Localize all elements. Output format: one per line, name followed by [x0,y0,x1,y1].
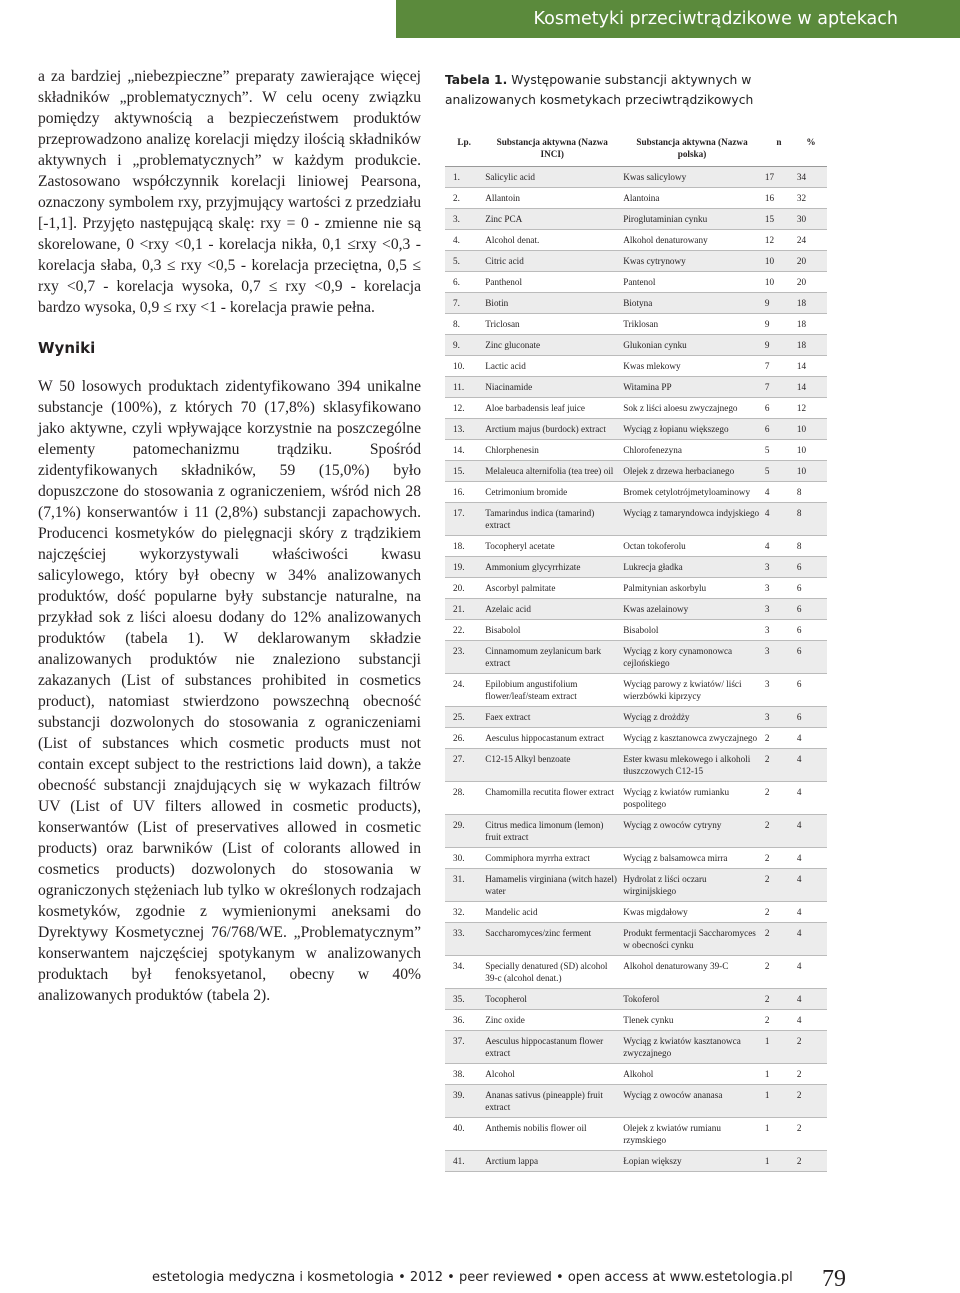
cell-polish-name: Palmitynian askorbylu [621,578,763,599]
cell-lp: 5. [445,251,483,272]
cell-polish-name: Kwas salicylowy [621,167,763,188]
section-header [396,0,960,38]
cell-n: 4 [763,503,795,536]
cell-inci-name: Biotin [483,293,621,314]
cell-n: 12 [763,230,795,251]
cell-polish-name: Alantoina [621,188,763,209]
cell-inci-name: Chlorphenesin [483,440,621,461]
cell-n: 2 [763,815,795,848]
cell-lp: 2. [445,188,483,209]
cell-polish-name: Kwas migdałowy [621,902,763,923]
cell-n: 9 [763,314,795,335]
cell-lp: 22. [445,620,483,641]
cell-percent: 2 [795,1031,827,1064]
cell-percent: 4 [795,1010,827,1031]
cell-n: 15 [763,209,795,230]
cell-lp: 7. [445,293,483,314]
cell-percent: 6 [795,620,827,641]
cell-inci-name: Aloe barbadensis leaf juice [483,398,621,419]
cell-polish-name: Wyciąg z owoców cytryny [621,815,763,848]
cell-n: 2 [763,956,795,989]
table-row [445,848,827,869]
cell-lp: 14. [445,440,483,461]
cell-percent: 6 [795,674,827,707]
cell-n: 3 [763,641,795,674]
cell-percent: 6 [795,578,827,599]
table-row [445,989,827,1010]
cell-inci-name: Bisabolol [483,620,621,641]
cell-polish-name: Wyciąg z kwiatów rumianku pospolitego [621,782,763,815]
cell-lp: 30. [445,848,483,869]
cell-inci-name: Triclosan [483,314,621,335]
table-row [445,356,827,377]
left-column [38,66,421,1006]
cell-inci-name: Niacinamide [483,377,621,398]
cell-percent: 20 [795,272,827,293]
cell-lp: 20. [445,578,483,599]
table-row [445,599,827,620]
cell-inci-name: Azelaic acid [483,599,621,620]
cell-inci-name: Tocopheryl acetate [483,536,621,557]
cell-percent: 4 [795,869,827,902]
cell-lp: 27. [445,749,483,782]
cell-lp: 32. [445,902,483,923]
cell-polish-name: Wyciąg z tamaryndowca indyjskiego [621,503,763,536]
footer: estetologia medyczna i kosmetologia • 2012 • peer reviewed • open access at www.estetologia.pl [152,1270,793,1285]
cell-n: 2 [763,728,795,749]
cell-lp: 12. [445,398,483,419]
cell-lp: 8. [445,314,483,335]
cell-inci-name: Epilobium angustifolium flower/leaf/steam extract [483,674,621,707]
cell-inci-name: Cinnamomum zeylanicum bark extract [483,641,621,674]
cell-polish-name: Wyciąg parowy z kwiatów/ liści wierzbówki kiprzycy [621,674,763,707]
table-row [445,869,827,902]
col-header-n: n [763,132,795,167]
cell-n: 1 [763,1085,795,1118]
cell-lp: 1. [445,167,483,188]
cell-inci-name: Panthenol [483,272,621,293]
table-row [445,167,827,188]
cell-polish-name: Lukrecja gładka [621,557,763,578]
cell-polish-name: Octan tokoferolu [621,536,763,557]
cell-inci-name: Saccharomyces/zinc ferment [483,923,621,956]
cell-inci-name: Anthemis nobilis flower oil [483,1118,621,1151]
cell-n: 3 [763,620,795,641]
cell-lp: 4. [445,230,483,251]
cell-percent: 10 [795,461,827,482]
cell-polish-name: Wyciąg z owoców ananasa [621,1085,763,1118]
cell-percent: 6 [795,557,827,578]
cell-lp: 37. [445,1031,483,1064]
cell-n: 3 [763,557,795,578]
cell-polish-name: Witamina PP [621,377,763,398]
cell-inci-name: Arctium lappa [483,1151,621,1172]
table-row [445,956,827,989]
table-row [445,1151,827,1172]
cell-percent: 6 [795,707,827,728]
cell-n: 1 [763,1064,795,1085]
cell-lp: 23. [445,641,483,674]
cell-percent: 6 [795,641,827,674]
col-header-polish: Substancja aktywna (Nazwa polska) [621,132,763,167]
cell-lp: 9. [445,335,483,356]
table-row [445,782,827,815]
table-row [445,578,827,599]
table-row [445,674,827,707]
cell-polish-name: Alkohol denaturowany [621,230,763,251]
cell-polish-name: Olejek z kwiatów rumianu rzymskiego [621,1118,763,1151]
table-body [445,167,827,1172]
cell-lp: 36. [445,1010,483,1031]
cell-percent: 2 [795,1118,827,1151]
cell-lp: 11. [445,377,483,398]
cell-inci-name: Aesculus hippocastanum flower extract [483,1031,621,1064]
cell-percent: 4 [795,902,827,923]
table-row [445,923,827,956]
cell-n: 3 [763,674,795,707]
cell-inci-name: Ananas sativus (pineapple) fruit extract [483,1085,621,1118]
cell-n: 16 [763,188,795,209]
cell-lp: 28. [445,782,483,815]
cell-polish-name: Alkohol [621,1064,763,1085]
table-row [445,1085,827,1118]
cell-inci-name: Tamarindus indica (tamarind) extract [483,503,621,536]
cell-n: 1 [763,1031,795,1064]
cell-polish-name: Glukonian cynku [621,335,763,356]
cell-polish-name: Pantenol [621,272,763,293]
table-caption-label: Tabela 1. [445,73,508,87]
table-row [445,728,827,749]
cell-lp: 40. [445,1118,483,1151]
cell-n: 1 [763,1118,795,1151]
col-header-lp: Lp. [445,132,483,167]
table-row [445,314,827,335]
cell-percent: 4 [795,782,827,815]
cell-lp: 17. [445,503,483,536]
table-header-row [445,132,827,167]
cell-n: 6 [763,419,795,440]
page-number: 79 [822,1266,846,1292]
cell-polish-name: Wyciąg z balsamowca mirra [621,848,763,869]
cell-inci-name: Commiphora myrrha extract [483,848,621,869]
cell-percent: 4 [795,728,827,749]
cell-lp: 38. [445,1064,483,1085]
cell-inci-name: Zinc gluconate [483,335,621,356]
cell-n: 6 [763,398,795,419]
cell-inci-name: Citric acid [483,251,621,272]
cell-polish-name: Wyciąg z kasztanowca zwyczajnego [621,728,763,749]
cell-polish-name: Sok z liści aloesu zwyczajnego [621,398,763,419]
cell-inci-name: Alcohol denat. [483,230,621,251]
cell-lp: 29. [445,815,483,848]
cell-inci-name: Salicylic acid [483,167,621,188]
table-row [445,230,827,251]
cell-n: 3 [763,599,795,620]
table-row [445,398,827,419]
cell-percent: 18 [795,335,827,356]
table-row [445,251,827,272]
table-row [445,482,827,503]
table-row [445,440,827,461]
cell-percent: 8 [795,536,827,557]
table-row [445,272,827,293]
cell-lp: 15. [445,461,483,482]
table-row [445,707,827,728]
table-row [445,1010,827,1031]
active-substances-table [445,132,827,1172]
cell-n: 9 [763,335,795,356]
cell-inci-name: Arctium majus (burdock) extract [483,419,621,440]
table-row [445,1031,827,1064]
cell-percent: 4 [795,923,827,956]
cell-percent: 4 [795,749,827,782]
cell-polish-name: Hydrolat z liści oczaru wirginijskiego [621,869,763,902]
cell-inci-name: Zinc PCA [483,209,621,230]
cell-percent: 8 [795,482,827,503]
cell-percent: 14 [795,377,827,398]
cell-polish-name: Tokoferol [621,989,763,1010]
cell-n: 3 [763,578,795,599]
section-title: Kosmetyki przeciwtrądzikowe w aptekach [533,9,898,29]
cell-polish-name: Ester kwasu mlekowego i alkoholi tłuszczowych C12-15 [621,749,763,782]
cell-inci-name: Tocopherol [483,989,621,1010]
table-row [445,188,827,209]
cell-n: 9 [763,293,795,314]
cell-lp: 24. [445,674,483,707]
cell-polish-name: Wyciąg z kwiatów kasztanowca zwyczajnego [621,1031,763,1064]
cell-polish-name: Piroglutaminian cynku [621,209,763,230]
cell-lp: 13. [445,419,483,440]
paragraph-results: W 50 losowych produktach zidentyfikowano 394 unikalne substancje (100%), z których 70 (17,8%) sklasyfikowano jako aktywne, czyli wpływające korzystnie na poszczególne elementy patomechanizmu trądziku. Spośród zidentyfikowanych składników, 59 (15,0%) było dopuszczone do stosowania z ograniczeniem, wśród nich 28 (7,1%) konserwantów i 11 (2,8%) substancji zapachowych. Producenci kosmetyków do pielęgnacji skóry z trądzikiem najczęściej wykorzystywali właściwości kwasu salicylowego, który był obecny w 34% analizowanych produktów, dość popularne były substancje naturalne, na przykład sok z liści aloesu dodany do 12% analizowanych produktów (tabela 1). W deklarowanym składzie analizowanych produktów nie znaleziono substancji zakazanych (List of substances prohibited in cosmetics product), natomiast stwierdzono powszechną obecność substancji dozwolonych do stosowania z ograniczeniami (List of substances which cosmetic products must not contain except subject to the restrictions laid down), a także obecność substancji znajdujących się w wykazach filtrów UV (List of UV filters allowed in cosmetic products), konserwantów (List of preservatives allowed in cosmetic products) oraz barwników (List of colorants allowed in cosmetics products) dozwolonych do stosowania w ograniczonych stężeniach lub tylko w określonych rodzajach kosmetyków, zgodnie z wymienionymi aneksami do Dyrektywy Kosmetycznej 76/768/WE. „Problematycznym” konserwantem najczęściej spotykanym w analizowanych produktach był fenoksyetanol, obecny w 40% analizowanych produktów (tabela 2). [38,378,421,1004]
cell-lp: 16. [445,482,483,503]
cell-percent: 10 [795,419,827,440]
table-row [445,377,827,398]
cell-percent: 18 [795,314,827,335]
table-row [445,461,827,482]
cell-lp: 41. [445,1151,483,1172]
cell-inci-name: Citrus medica limonum (lemon) fruit extract [483,815,621,848]
cell-percent: 24 [795,230,827,251]
cell-polish-name: Bisabolol [621,620,763,641]
table-row [445,641,827,674]
cell-polish-name: Triklosan [621,314,763,335]
cell-polish-name: Olejek z drzewa herbacianego [621,461,763,482]
cell-lp: 34. [445,956,483,989]
cell-lp: 33. [445,923,483,956]
table-row [445,557,827,578]
cell-percent: 20 [795,251,827,272]
cell-inci-name: Lactic acid [483,356,621,377]
cell-inci-name: Melaleuca alternifolia (tea tree) oil [483,461,621,482]
cell-lp: 39. [445,1085,483,1118]
cell-inci-name: Chamomilla recutita flower extract [483,782,621,815]
cell-percent: 18 [795,293,827,314]
cell-inci-name: Zinc oxide [483,1010,621,1031]
right-column [445,70,833,1172]
cell-polish-name: Łopian większy [621,1151,763,1172]
table-row [445,209,827,230]
cell-lp: 19. [445,557,483,578]
cell-lp: 10. [445,356,483,377]
cell-polish-name: Kwas azelainowy [621,599,763,620]
cell-n: 2 [763,989,795,1010]
table-row [445,419,827,440]
cell-lp: 35. [445,989,483,1010]
cell-polish-name: Wyciąg z drożdży [621,707,763,728]
table-row [445,620,827,641]
cell-polish-name: Tlenek cynku [621,1010,763,1031]
table-row [445,503,827,536]
cell-percent: 30 [795,209,827,230]
cell-polish-name: Alkohol denaturowany 39-C [621,956,763,989]
paragraph-methods: a za bardziej „niebezpieczne” preparaty zawierające więcej składników „problematycznych”. W celu oceny związku pomiędzy aktywnością a bezpieczeństwem produktów przeprowadzono analizę korelacji między ilością składników aktywnych i „problematycznych” w każdym produkcie. Zastosowano współczynnik korelacji liniowej Pearsona, oznaczony symbolem rxy, przyjmujący wartości z przedziału [-1,1]. Przyjęto następującą skalę: rxy = 0 - zmienne nie są skorelowane, 0 <rxy <0,1 - korelacja nikła, 0,1 ≤rxy <0,3 - korelacja słaba, 0,3 ≤ rxy <0,5 - korelacja przeciętna, 0,5 ≤ rxy <0,7 - korelacja wysoka, 0,7 ≤ rxy <0,9 - korelacja bardzo wysoka, 0,9 ≤ rxy <1 - korelacja prawie pełna. [38,68,421,316]
cell-percent: 6 [795,599,827,620]
cell-n: 2 [763,1010,795,1031]
cell-n: 5 [763,461,795,482]
cell-n: 10 [763,272,795,293]
cell-lp: 3. [445,209,483,230]
cell-lp: 26. [445,728,483,749]
cell-percent: 2 [795,1151,827,1172]
cell-n: 3 [763,707,795,728]
cell-n: 7 [763,356,795,377]
cell-percent: 8 [795,503,827,536]
cell-polish-name: Wyciąg z łopianu większego [621,419,763,440]
cell-lp: 21. [445,599,483,620]
cell-polish-name: Kwas mlekowy [621,356,763,377]
cell-lp: 6. [445,272,483,293]
cell-inci-name: Mandelic acid [483,902,621,923]
cell-inci-name: Hamamelis virginiana (witch hazel) water [483,869,621,902]
cell-n: 2 [763,869,795,902]
cell-inci-name: Alcohol [483,1064,621,1085]
cell-n: 1 [763,1151,795,1172]
cell-percent: 12 [795,398,827,419]
cell-polish-name: Chlorofenezyna [621,440,763,461]
cell-n: 10 [763,251,795,272]
cell-inci-name: Specially denatured (SD) alcohol 39-c (alcohol denat.) [483,956,621,989]
col-header-percent: % [795,132,827,167]
table-caption [445,70,833,110]
cell-n: 2 [763,902,795,923]
cell-polish-name: Kwas cytrynowy [621,251,763,272]
table-row [445,1064,827,1085]
cell-percent: 2 [795,1064,827,1085]
cell-lp: 31. [445,869,483,902]
cell-inci-name: Ammonium glycyrrhizate [483,557,621,578]
table-row [445,815,827,848]
cell-n: 2 [763,749,795,782]
table-row [445,536,827,557]
cell-inci-name: C12-15 Alkyl benzoate [483,749,621,782]
cell-lp: 25. [445,707,483,728]
cell-percent: 34 [795,167,827,188]
cell-percent: 4 [795,956,827,989]
cell-percent: 2 [795,1085,827,1118]
cell-n: 4 [763,536,795,557]
cell-percent: 32 [795,188,827,209]
cell-polish-name: Biotyna [621,293,763,314]
cell-inci-name: Ascorbyl palmitate [483,578,621,599]
table-row [445,293,827,314]
cell-percent: 4 [795,989,827,1010]
results-heading: Wyniki [38,339,96,357]
cell-n: 2 [763,782,795,815]
cell-percent: 14 [795,356,827,377]
cell-n: 2 [763,848,795,869]
cell-percent: 4 [795,848,827,869]
cell-inci-name: Allantoin [483,188,621,209]
cell-inci-name: Faex extract [483,707,621,728]
table-row [445,335,827,356]
table-row [445,749,827,782]
table-caption-text: Występowanie substancji aktywnych w analizowanych kosmetykach przeciwtrądzikowych [445,73,754,107]
cell-percent: 4 [795,815,827,848]
cell-n: 2 [763,923,795,956]
cell-lp: 18. [445,536,483,557]
cell-inci-name: Cetrimonium bromide [483,482,621,503]
cell-n: 4 [763,482,795,503]
cell-polish-name: Produkt fermentacji Saccharomyces w obecności cynku [621,923,763,956]
table-row [445,1118,827,1151]
col-header-inci: Substancja aktywna (Nazwa INCI) [483,132,621,167]
cell-n: 17 [763,167,795,188]
cell-n: 7 [763,377,795,398]
cell-n: 5 [763,440,795,461]
cell-percent: 10 [795,440,827,461]
cell-inci-name: Aesculus hippocastanum extract [483,728,621,749]
table-row [445,902,827,923]
cell-polish-name: Wyciąg z kory cynamonowca cejlońskiego [621,641,763,674]
cell-polish-name: Bromek cetylotrójmetyloaminowy [621,482,763,503]
